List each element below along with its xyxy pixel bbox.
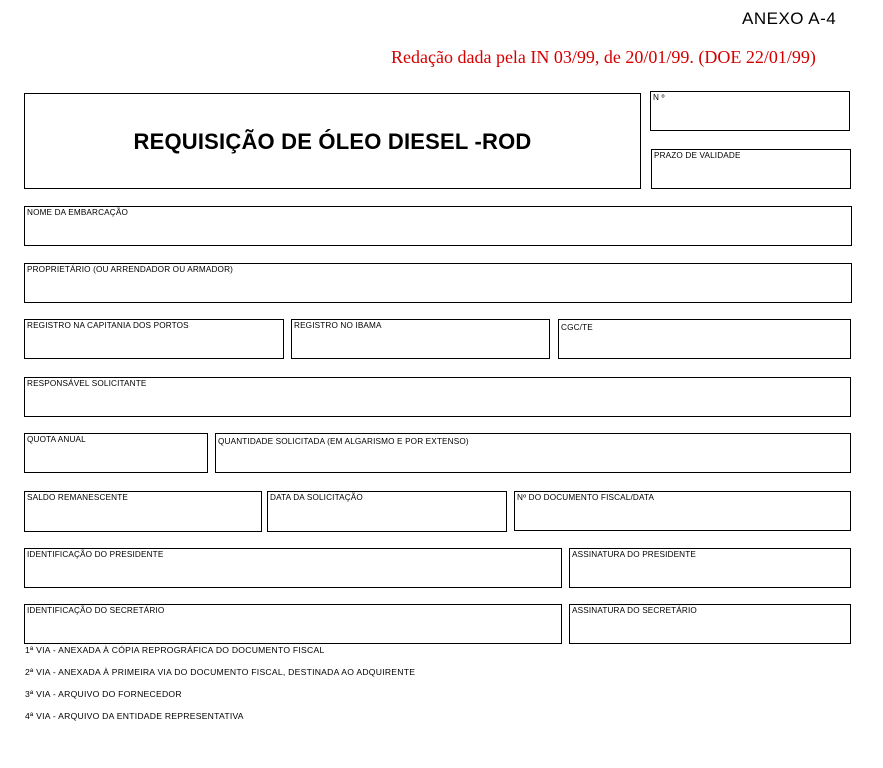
cgc-field[interactable] — [558, 319, 851, 359]
requested-quantity-label: QUANTIDADE SOLICITADA (EM ALGARISMO E POR EXTENSO) — [218, 437, 469, 446]
ibama-registry-field[interactable] — [291, 319, 550, 359]
request-date-field[interactable] — [267, 491, 507, 532]
fiscal-document-label: Nº DO DOCUMENTO FISCAL/DATA — [517, 493, 655, 502]
number-field[interactable] — [650, 91, 850, 131]
secretary-id-label: IDENTIFICAÇÃO DO SECRETÁRIO — [27, 606, 165, 615]
annual-quota-label: QUOTA ANUAL — [27, 435, 86, 444]
requester-label: RESPONSÁVEL SOLICITANTE — [27, 379, 147, 388]
owner-field[interactable] — [24, 263, 852, 303]
fiscal-document-field[interactable] — [514, 491, 851, 531]
cgc-label: CGC/TE — [561, 323, 593, 332]
secretary-signature-field[interactable] — [569, 604, 851, 644]
validity-label: PRAZO DE VALIDADE — [654, 151, 741, 160]
port-registry-field[interactable] — [24, 319, 284, 359]
copy-line-2: 2ª VIA - ANEXADA À PRIMEIRA VIA DO DOCUMENTO FISCAL, DESTINADA AO ADQUIRENTE — [25, 667, 416, 677]
validity-field[interactable] — [651, 149, 851, 189]
president-id-field[interactable] — [24, 548, 562, 588]
president-id-label: IDENTIFICAÇÃO DO PRESIDENTE — [27, 550, 164, 559]
form-title-box — [24, 93, 641, 189]
copy-line-1: 1ª VIA - ANEXADA À CÓPIA REPROGRÁFICA DO DOCUMENTO FISCAL — [25, 645, 325, 655]
number-label: N º — [653, 93, 665, 102]
port-registry-label: REGISTRO NA CAPITANIA DOS PORTOS — [27, 321, 189, 330]
annex-label: ANEXO A-4 — [742, 9, 837, 28]
remaining-balance-label: SALDO REMANESCENTE — [27, 493, 128, 502]
president-signature-field[interactable] — [569, 548, 851, 588]
ibama-registry-label: REGISTRO NO IBAMA — [294, 321, 382, 330]
requester-field[interactable] — [24, 377, 851, 417]
form-title: REQUISIÇÃO DE ÓLEO DIESEL -ROD — [133, 129, 532, 154]
remaining-balance-field[interactable] — [24, 491, 262, 532]
copy-line-3: 3ª VIA - ARQUIVO DO FORNECEDOR — [25, 689, 182, 699]
annual-quota-field[interactable] — [24, 433, 208, 473]
president-signature-label: ASSINATURA DO PRESIDENTE — [572, 550, 697, 559]
owner-label: PROPRIETÁRIO (OU ARRENDADOR OU ARMADOR) — [27, 265, 234, 274]
request-date-label: DATA DA SOLICITAÇÃO — [270, 493, 363, 502]
secretary-signature-label: ASSINATURA DO SECRETÁRIO — [572, 606, 697, 615]
secretary-id-field[interactable] — [24, 604, 562, 644]
redaction-note: Redação dada pela IN 03/99, de 20/01/99. (DOE 22/01/99) — [391, 47, 816, 67]
vessel-name-label: NOME DA EMBARCAÇÃO — [27, 208, 128, 217]
vessel-name-field[interactable] — [24, 206, 852, 246]
copy-line-4: 4ª VIA - ARQUIVO DA ENTIDADE REPRESENTATIVA — [25, 711, 244, 721]
requested-quantity-field[interactable] — [215, 433, 851, 473]
